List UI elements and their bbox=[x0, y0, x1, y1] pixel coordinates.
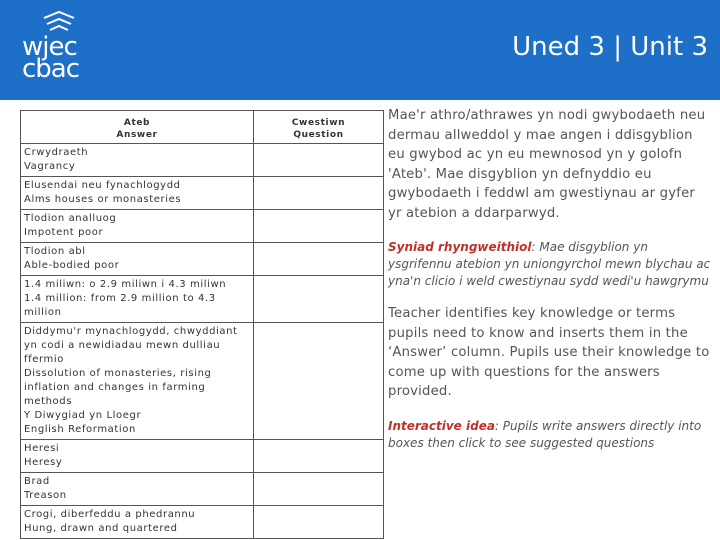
unit-title: Uned 3 | Unit 3 bbox=[512, 32, 708, 62]
table-row bbox=[21, 440, 384, 473]
answer-cell: Heresi Heresy bbox=[21, 440, 254, 473]
question-input-cell[interactable] bbox=[254, 144, 384, 177]
logo-line-1: wjec bbox=[22, 32, 77, 62]
header-bar bbox=[0, 0, 720, 100]
answer-column-header bbox=[21, 111, 254, 144]
answer-cell: Elusendai neu fynachlogydd Alms houses or monasteries bbox=[21, 177, 254, 210]
question-input-cell[interactable] bbox=[254, 210, 384, 243]
answer-cell: Brad Treason bbox=[21, 473, 254, 506]
question-input-cell[interactable] bbox=[254, 473, 384, 506]
table-row bbox=[21, 276, 384, 323]
table-row bbox=[21, 473, 384, 506]
table-row bbox=[21, 243, 384, 276]
answer-cell: Diddymu'r mynachlogydd, chwyddiant yn codi a newidiadau mewn dulliau ffermio Dissolution of monasteries, rising inflation and changes in farming methods Y Diwygiad yn Lloegr English Reformation bbox=[21, 323, 254, 440]
answer-cell: Crwydraeth Vagrancy bbox=[21, 144, 254, 177]
table-row bbox=[21, 506, 384, 539]
welsh-interactive-idea: Syniad rhyngweithiol: Mae disgyblion yn ysgrifennu atebion yn uniongyrchol mewn blychau ac yna'n clicio i weld cwestiynau sydd wedi'u hawgrymu bbox=[388, 240, 711, 288]
answer-question-table bbox=[20, 110, 384, 539]
table-row bbox=[21, 177, 384, 210]
table-row bbox=[21, 210, 384, 243]
answer-header-welsh: Ateb bbox=[123, 118, 151, 128]
answer-cell: 1.4 miliwn: o 2.9 miliwn i 4.3 miliwn 1.4 million: from 2.9 million to 4.3 million bbox=[21, 276, 254, 323]
answer-cell: Crogi, diberfeddu a phedrannu Hung, drawn and quartered bbox=[21, 506, 254, 539]
logo-text bbox=[22, 32, 80, 84]
question-header-welsh: Cwestiwn bbox=[291, 118, 346, 128]
question-input-cell[interactable] bbox=[254, 243, 384, 276]
logo-line-2: cbac bbox=[22, 54, 80, 84]
question-input-cell[interactable] bbox=[254, 276, 384, 323]
question-input-cell[interactable] bbox=[254, 506, 384, 539]
question-input-cell[interactable] bbox=[254, 323, 384, 440]
question-input-cell[interactable] bbox=[254, 440, 384, 473]
english-instructions: Teacher identifies key knowledge or terms pupils need to know and inserts them in the ‘Answer’ column. Pupils use their knowledge to come up with questions for the answers provided. bbox=[388, 306, 710, 399]
question-header-english: Question bbox=[293, 130, 344, 140]
instructions-panel bbox=[388, 106, 713, 466]
english-interactive-idea: Interactive idea: Pupils write answers directly into boxes then click to see suggested questions bbox=[388, 418, 702, 450]
question-column-header bbox=[254, 111, 384, 144]
welsh-instructions: Mae'r athro/athrawes yn nodi gwybodaeth neu dermau allweddol y mae angen i ddisgyblion eu gwybod ac yn eu mewnosod yn y golofn 'Ateb'. Mae disgyblion yn defnyddio eu gwybodaeth i feddwl am gwestiynau ar gyfer yr atebion a ddarparwyd. bbox=[388, 108, 706, 221]
question-input-cell[interactable] bbox=[254, 177, 384, 210]
answer-cell: Tlodion analluog Impotent poor bbox=[21, 210, 254, 243]
table-row bbox=[21, 323, 384, 440]
answer-header-english: Answer bbox=[116, 130, 158, 140]
table-row bbox=[21, 144, 384, 177]
answer-cell: Tlodion abl Able-bodied poor bbox=[21, 243, 254, 276]
